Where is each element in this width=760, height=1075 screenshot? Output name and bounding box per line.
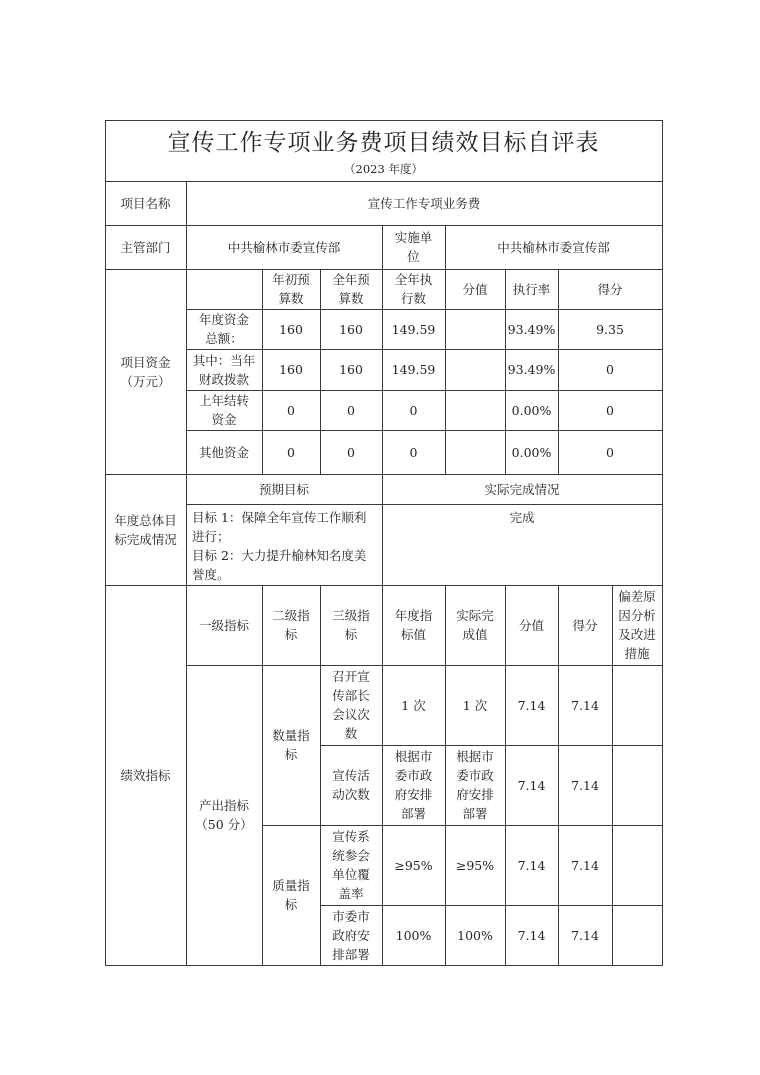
funds-cell bbox=[445, 349, 505, 390]
perf-cell: 市委市 政府安 排部署 bbox=[332, 908, 370, 962]
funds-cell: 0 bbox=[409, 402, 418, 418]
page-title: 宣传工作专项业务费项目绩效目标自评表 bbox=[167, 130, 600, 156]
perf-cell: 宣传活 动次数 bbox=[332, 768, 370, 802]
funds-header: 分值 bbox=[462, 281, 488, 297]
perf-level2: 质量指 标 bbox=[272, 878, 310, 912]
perf-cell bbox=[612, 825, 662, 905]
supervisor-value: 中共榆林市委宣传部 bbox=[227, 239, 341, 255]
perf-header: 偏差原 因分析 及改进 措施 bbox=[618, 589, 656, 661]
perf-cell: 根据市 委市政 府安排 部署 bbox=[456, 749, 494, 821]
perf-cell: 宣传系 统参会 单位覆 盖率 bbox=[332, 829, 370, 901]
perf-cell: 7.14 bbox=[571, 777, 599, 793]
funds-row-name: 上年结转 资金 bbox=[198, 393, 249, 427]
funds-cell: 149.59 bbox=[391, 362, 436, 377]
funds-header: 全年执 行数 bbox=[394, 272, 433, 306]
funds-cell: 0 bbox=[347, 402, 355, 418]
supervisor-label: 主管部门 bbox=[120, 239, 171, 255]
perf-cell: 根据市 委市政 府安排 部署 bbox=[394, 749, 433, 821]
perf-cell: 100% bbox=[395, 927, 432, 943]
goals-actual-text: 完成 bbox=[509, 510, 535, 525]
funds-cell: 9.35 bbox=[596, 321, 624, 337]
perf-level1: 产出指标 （50 分） bbox=[195, 798, 253, 832]
funds-cell: 0 bbox=[606, 362, 614, 377]
funds-cell bbox=[445, 390, 505, 430]
rule-line bbox=[662, 120, 663, 966]
funds-cell: 93.49% bbox=[507, 321, 556, 337]
funds-cell: 0 bbox=[287, 402, 295, 418]
perf-header: 分值 bbox=[518, 617, 544, 633]
project-name-label: 项目名称 bbox=[120, 195, 171, 211]
perf-cell bbox=[612, 665, 662, 745]
project-name-value: 宣传工作专项业务费 bbox=[367, 195, 481, 211]
perf-cell: 召开宣 传部长 会议次 数 bbox=[332, 669, 370, 741]
goals-actual-header: 实际完成情况 bbox=[484, 481, 560, 497]
perf-header: 得分 bbox=[572, 617, 598, 633]
funds-header: 得分 bbox=[597, 281, 623, 297]
goals-expected-header: 预期目标 bbox=[258, 481, 309, 497]
funds-cell: 160 bbox=[279, 362, 303, 377]
funds-cell: 0 bbox=[287, 444, 295, 460]
executor-label: 实施单 位 bbox=[394, 230, 433, 264]
funds-header: 执行率 bbox=[512, 281, 551, 297]
perf-cell: 7.14 bbox=[571, 857, 599, 873]
perf-cell: 7.14 bbox=[517, 927, 546, 943]
funds-header: 年初预 算数 bbox=[272, 272, 310, 306]
goals-label: 年度总体目 标完成情况 bbox=[114, 512, 177, 547]
perf-cell: 7.14 bbox=[571, 697, 599, 713]
rule-line bbox=[105, 965, 663, 966]
perf-cell: 7.14 bbox=[517, 777, 546, 793]
perf-cell bbox=[612, 905, 662, 965]
executor-value: 中共榆林市委宣传部 bbox=[497, 239, 610, 255]
perf-cell: 1 次 bbox=[462, 697, 488, 713]
perf-header: 年度指 标值 bbox=[394, 608, 433, 642]
perf-header: 三级指 标 bbox=[332, 608, 370, 642]
funds-cell bbox=[445, 430, 505, 474]
funds-row-name: 其中：当年 财政拨款 bbox=[192, 352, 256, 387]
perf-label: 绩效指标 bbox=[120, 767, 171, 783]
funds-cell bbox=[445, 309, 505, 349]
rule-line bbox=[105, 120, 663, 121]
perf-cell bbox=[612, 745, 662, 825]
funds-cell: 0 bbox=[606, 402, 614, 418]
funds-cell: 160 bbox=[339, 321, 363, 337]
funds-row-name: 其他资金 bbox=[198, 444, 249, 460]
funds-cell: 0 bbox=[606, 444, 614, 460]
funds-cell: 160 bbox=[339, 362, 363, 377]
funds-row-name: 年度资金 总额： bbox=[198, 312, 249, 346]
funds-cell: 0 bbox=[409, 444, 418, 460]
perf-cell: ≥95% bbox=[455, 857, 495, 873]
perf-cell: 7.14 bbox=[571, 927, 599, 943]
funds-cell: 160 bbox=[279, 321, 303, 337]
perf-header: 实际完 成值 bbox=[456, 608, 494, 642]
funds-cell: 0.00% bbox=[511, 402, 552, 418]
perf-cell: 7.14 bbox=[517, 857, 546, 873]
funds-label: 项目资金 （万元） bbox=[120, 354, 171, 389]
funds-cell: 93.49% bbox=[507, 362, 556, 377]
funds-cell: 149.59 bbox=[391, 321, 436, 337]
perf-cell: 7.14 bbox=[517, 697, 546, 713]
perf-level2: 数量指 标 bbox=[272, 728, 310, 762]
goals-expected-text: 目标 1：保障全年宣传工作顺利 进行； 目标 2：大力提升榆林知名度美 誉度。 bbox=[192, 510, 367, 582]
funds-header: 全年预 算数 bbox=[332, 272, 370, 306]
perf-cell: ≥95% bbox=[394, 857, 433, 873]
perf-header: 二级指 标 bbox=[272, 608, 310, 642]
perf-cell: 1 次 bbox=[401, 697, 426, 713]
funds-cell: 0.00% bbox=[511, 444, 552, 460]
report-year: （2023 年度） bbox=[344, 162, 423, 176]
perf-cell: 100% bbox=[457, 927, 493, 943]
funds-cell: 0 bbox=[347, 444, 355, 460]
perf-header: 一级指标 bbox=[198, 617, 249, 633]
